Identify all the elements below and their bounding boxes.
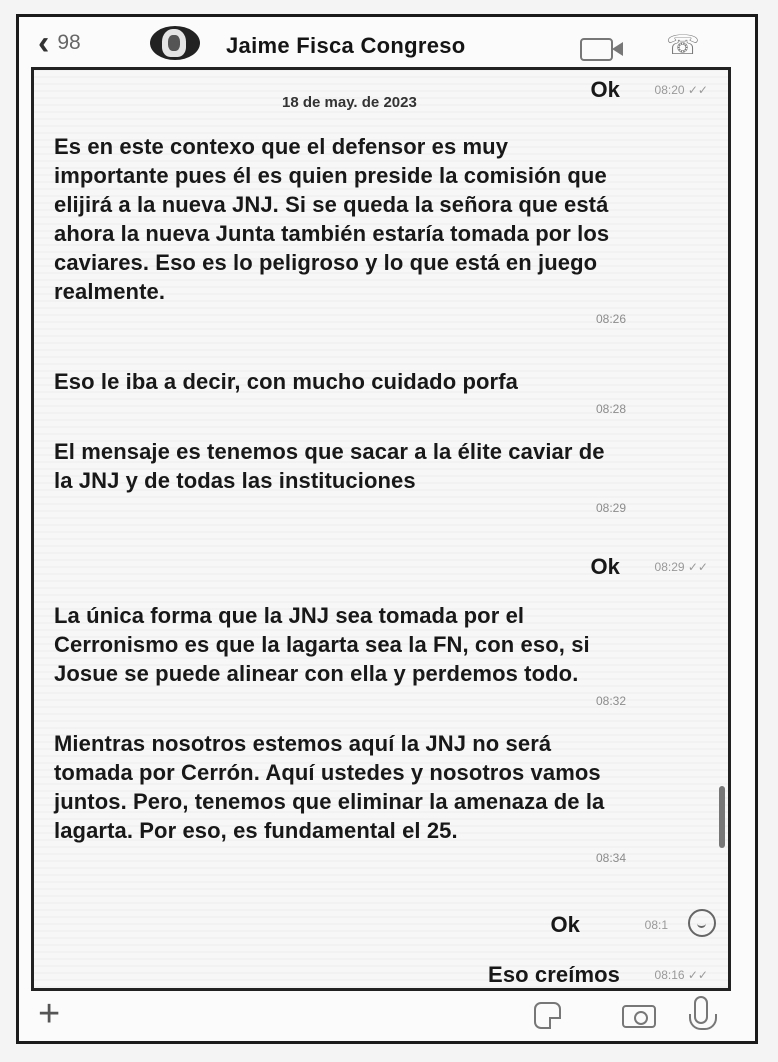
plus-icon[interactable]: + xyxy=(38,993,61,1035)
incoming-message xyxy=(54,601,626,708)
message-time: 08:28 xyxy=(595,402,626,416)
message-time: 08:32 xyxy=(595,694,626,708)
message-text: Mientras nosotros estemos aquí la JNJ no será tomada por Cerrón. Aquí ustedes y nosotros vamos juntos. Pero, tenemos que eliminar la amenaza de la lagarta. Por eso, es fundamental el 25. xyxy=(54,731,605,843)
message-time: 08:34 xyxy=(595,851,626,865)
message-text: La única forma que la JNJ sea tomada por el Cerronismo es que la lagarta sea la FN, con eso, si Josue se puede alinear con ella y perdemos todo. xyxy=(54,603,590,686)
message-time: 08:29 ✓✓ xyxy=(654,559,708,574)
message-time: 08:16 ✓✓ xyxy=(654,967,708,982)
phone-call-icon[interactable]: ☏ xyxy=(666,30,700,60)
message-composer-bar xyxy=(22,990,752,1038)
message-text: Ok xyxy=(590,77,620,102)
back-button[interactable] xyxy=(38,24,81,62)
chat-messages-panel[interactable] xyxy=(31,67,731,991)
sticker-icon[interactable] xyxy=(534,1002,561,1029)
contact-name[interactable]: Jaime Fisca Congreso xyxy=(226,33,466,58)
date-separator: 18 de may. de 2023 xyxy=(282,94,417,111)
video-call-icon[interactable] xyxy=(580,38,613,61)
outgoing-message xyxy=(590,552,708,581)
message-text: Ok xyxy=(590,554,620,579)
message-text: Eso le iba a decir, con mucho cuidado porfa xyxy=(54,369,518,394)
message-time: 08:1 xyxy=(644,917,668,932)
microphone-icon[interactable] xyxy=(694,996,708,1024)
contact-avatar[interactable] xyxy=(150,26,200,60)
outgoing-message xyxy=(488,960,708,989)
message-time: 08:26 xyxy=(595,312,626,326)
message-text: Es en este contexo que el defensor es muy importante pues él es quien preside la comisión que elijirá a la nueva JNJ. Si se queda la señora que está ahora la nueva Junta también estaría tomada por los caviares. Eso es lo peligroso y lo que está en juego realmente. xyxy=(54,134,610,304)
incoming-message xyxy=(54,729,626,865)
camera-icon[interactable] xyxy=(622,1005,656,1028)
reaction-icon[interactable] xyxy=(688,909,716,937)
incoming-message xyxy=(54,437,626,515)
message-time: 08:29 xyxy=(595,501,626,515)
message-time: 08:20 ✓✓ xyxy=(654,82,708,97)
message-text: Ok xyxy=(550,912,580,937)
chat-header xyxy=(22,22,752,68)
unread-count: 98 xyxy=(57,31,81,54)
outgoing-message xyxy=(550,910,668,939)
scrollbar[interactable] xyxy=(719,786,725,848)
outgoing-message xyxy=(590,75,708,104)
chevron-left-icon: ‹ xyxy=(38,24,50,62)
incoming-message xyxy=(54,367,626,416)
message-text: El mensaje es tenemos que sacar a la élite caviar de la JNJ y de todas las instituciones xyxy=(54,439,605,493)
message-text: Eso creímos xyxy=(488,962,620,987)
incoming-message xyxy=(54,132,626,326)
